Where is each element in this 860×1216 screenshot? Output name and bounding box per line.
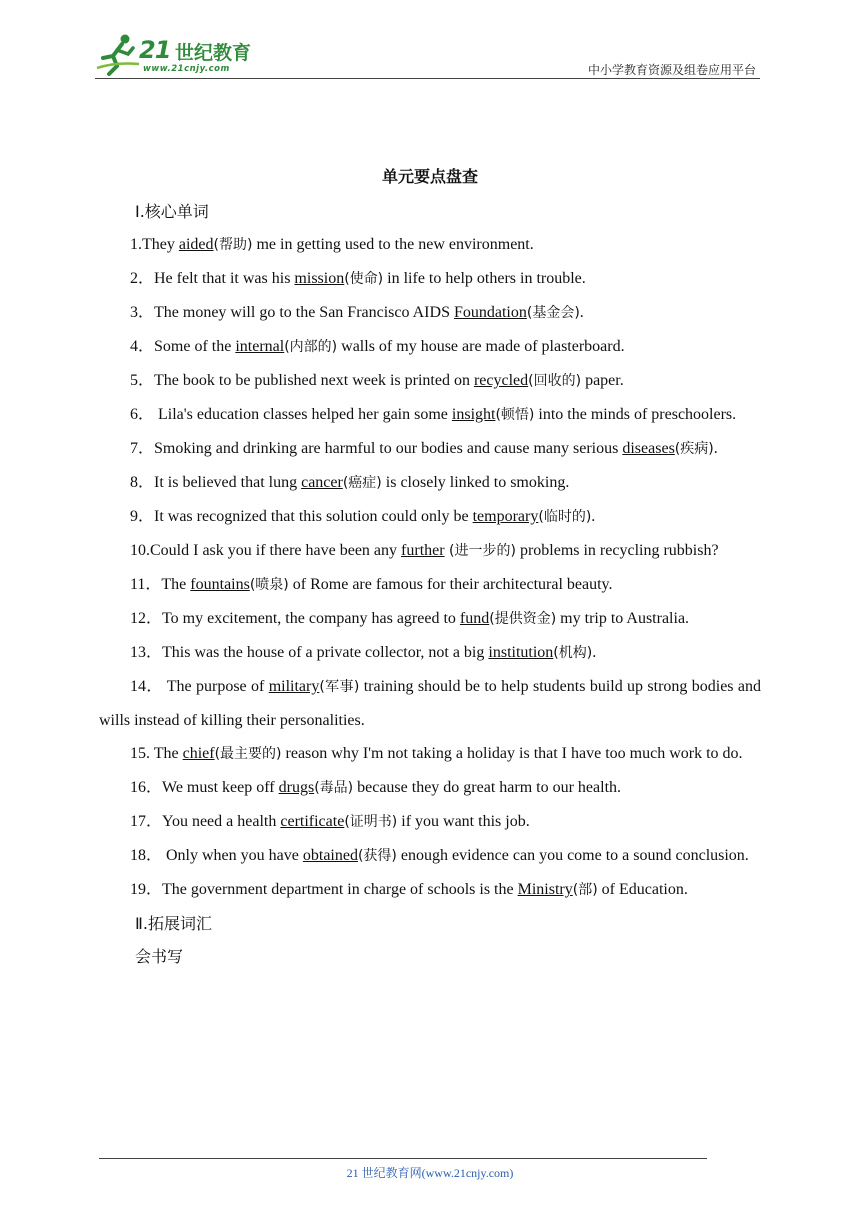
sentence-text: 14． The purpose of [130, 678, 269, 695]
chinese-hint: (喷泉) [249, 577, 289, 593]
sentence-text: walls of my house are made of plasterboard. [337, 338, 625, 355]
sentence-text: paper. [581, 372, 624, 389]
sentence-text: 8．It is believed that lung [130, 474, 302, 491]
logo-url: www.21cnjy.com [143, 64, 230, 74]
logo-text: 世纪教育 [175, 42, 252, 64]
sentence-text: 15. The [130, 745, 183, 762]
chinese-hint: (疾病) [674, 441, 714, 457]
answer-word: Ministry [517, 881, 573, 898]
sentence-text: . [592, 644, 597, 661]
sentence-text: because they do great harm to our health. [353, 779, 622, 796]
exercise-item [99, 398, 761, 432]
answer-word: insight [451, 406, 496, 423]
chinese-hint: (进一步的) [444, 543, 516, 559]
sentence-text: 10.Could I ask you if there have been any [130, 542, 402, 559]
answer-word: institution [488, 644, 554, 661]
chinese-hint: (毒品) [314, 780, 354, 796]
sentence-text: 4．Some of the [130, 338, 236, 355]
sentence-text: 19．The government department in charge of schools is the [130, 881, 518, 898]
answer-word: fountains [190, 576, 250, 593]
chinese-hint: (癌症) [342, 475, 382, 491]
sentence-text: 3．The money will go to the San Francisco AIDS [130, 304, 454, 321]
sentence-text: 1.They [130, 236, 179, 253]
sentence-text: 13．This was the house of a private collector, not a big [130, 644, 489, 661]
answer-word: chief [182, 745, 215, 762]
page-title: 单元要点盘查 [381, 167, 478, 186]
answer-word: obtained [302, 847, 358, 864]
chinese-hint: (基金会) [526, 305, 580, 321]
answer-word: drugs [278, 779, 315, 796]
document-body [99, 160, 761, 973]
logo [95, 32, 265, 76]
chinese-hint: (帮助) [213, 237, 253, 253]
sentence-text: 17．You need a health [130, 813, 281, 830]
answer-word: further [401, 542, 445, 559]
subsection-heading: 会书写 [135, 947, 184, 966]
sentence-text: 16．We must keep off [130, 779, 279, 796]
answer-word: temporary [472, 508, 539, 525]
exercise-item [99, 805, 761, 839]
sentence-text: 18． Only when you have [130, 847, 303, 864]
exercise-item [99, 262, 761, 296]
header-divider [95, 78, 760, 79]
sentence-text: in life to help others in trouble. [383, 270, 586, 287]
exercise-item [99, 296, 761, 330]
sentence-text: training should be to help students build up strong bodies and wills instead of killing their personalities. [99, 678, 761, 729]
exercise-item [99, 500, 761, 534]
exercise-item [99, 873, 761, 907]
exercise-list [99, 228, 761, 907]
chinese-hint: (临时的) [538, 509, 592, 525]
section-heading-extended-vocab: Ⅱ.拓展词汇 [135, 914, 212, 933]
sentence-text: 7．Smoking and drinking are harmful to our bodies and cause many serious [130, 440, 623, 457]
sentence-text: if you want this job. [397, 813, 530, 830]
sentence-text: 11．The [130, 576, 191, 593]
answer-word: recycled [473, 372, 529, 389]
sentence-text: is closely linked to smoking. [381, 474, 570, 491]
answer-word: diseases [622, 440, 675, 457]
exercise-item [99, 330, 761, 364]
sentence-text: . [591, 508, 596, 525]
chinese-hint: (获得) [357, 848, 397, 864]
exercise-item [99, 364, 761, 398]
sentence-text: 5．The book to be published next week is printed on [130, 372, 474, 389]
exercise-item [99, 737, 761, 771]
chinese-hint: (最主要的) [214, 746, 282, 762]
exercise-item [99, 228, 761, 262]
exercise-item [99, 670, 761, 737]
exercise-item [99, 432, 761, 466]
sentence-text: my trip to Australia. [556, 610, 690, 627]
answer-word: fund [459, 610, 490, 627]
page-footer: 21 世纪教育网(www.21cnjy.com) [346, 1166, 514, 1180]
sentence-text: enough evidence can you come to a sound conclusion. [396, 847, 749, 864]
answer-word: aided [178, 236, 214, 253]
sentence-text: reason why I'm not taking a holiday is that I have too much work to do. [281, 745, 743, 762]
logo-number: 21 [139, 36, 171, 64]
answer-word: Foundation [453, 304, 527, 321]
exercise-item [99, 636, 761, 670]
exercise-item [99, 771, 761, 805]
exercise-item [99, 839, 761, 873]
exercise-item [99, 568, 761, 602]
footer-divider [99, 1158, 707, 1159]
sentence-text: me in getting used to the new environment. [252, 236, 534, 253]
chinese-hint: (机构) [553, 645, 593, 661]
exercise-item [99, 466, 761, 500]
sentence-text: . [579, 304, 584, 321]
chinese-hint: (提供资金) [489, 611, 557, 627]
sentence-text: of Education. [597, 881, 688, 898]
answer-word: cancer [301, 474, 343, 491]
chinese-hint: (顿悟) [495, 407, 535, 423]
sentence-text: 6． Lila's education classes helped her gain some [130, 406, 452, 423]
sentence-text: problems in recycling rubbish? [515, 542, 719, 559]
exercise-item [99, 534, 761, 568]
chinese-hint: (使命) [344, 271, 384, 287]
chinese-hint: (回收的) [528, 373, 582, 389]
chinese-hint: (军事) [319, 679, 360, 695]
page-header [95, 30, 760, 80]
answer-word: internal [235, 338, 285, 355]
answer-word: certificate [280, 813, 345, 830]
answer-word: military [268, 678, 320, 695]
header-tagline: 中小学教育资源及组卷应用平台 [587, 63, 756, 77]
chinese-hint: (部) [572, 882, 598, 898]
sentence-text: . [713, 440, 718, 457]
sentence-text: of Rome are famous for their architectural beauty. [288, 576, 613, 593]
sentence-text: 9．It was recognized that this solution could only be [130, 508, 473, 525]
answer-word: mission [294, 270, 345, 287]
exercise-item [99, 602, 761, 636]
section-heading-core-words: Ⅰ.核心单词 [135, 202, 209, 221]
runner-logo-icon [95, 32, 141, 76]
chinese-hint: (内部的) [284, 339, 338, 355]
sentence-text: 12．To my excitement, the company has agreed to [130, 610, 460, 627]
chinese-hint: (证明书) [344, 814, 398, 830]
sentence-text: into the minds of preschoolers. [534, 406, 737, 423]
sentence-text: 2．He felt that it was his [130, 270, 295, 287]
